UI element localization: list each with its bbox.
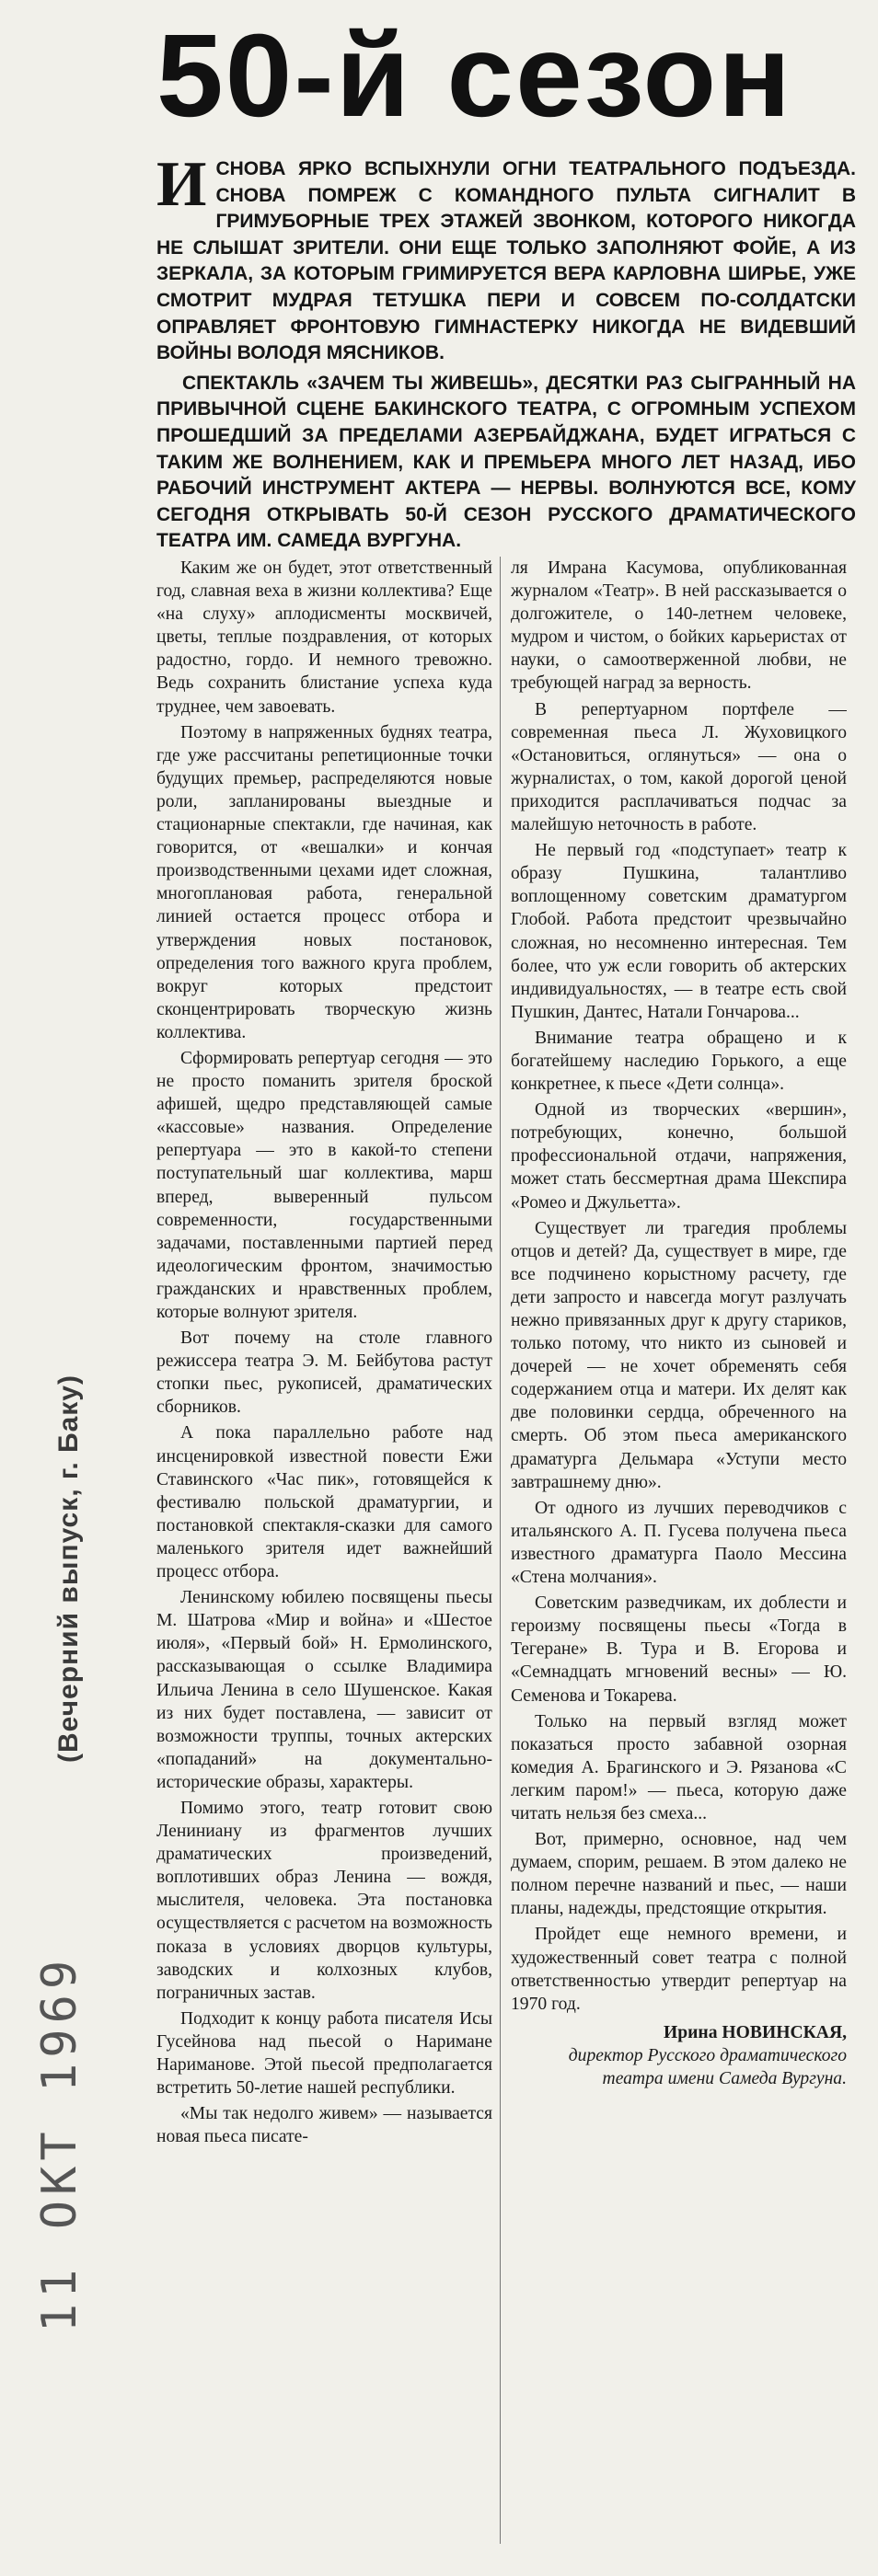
source-text: (Вечерний выпуск, г. Баку) [53,1374,84,1763]
lead-block [156,149,856,558]
body-paragraph: От одного из лучших переводчиков с итальянского А. П. Гусева получена пьеса известного драматурга Паоло Мессина «Стена молчания». [511,1498,847,1588]
article-body [129,557,878,2562]
body-paragraph: Пройдет еще немного времени, и художественный совет театра с полной ответственностью утвердит репертуар на 1970 год. [511,1925,847,2014]
body-paragraph: Не первый год «подступает» театр к образу Пушкина, талантливо воплощенному советским драматургом Глобой. Работа предстоит чрезвычайно сложная, но несомненно интересная. Тем более, что уж если говорить об актерских индивидуальностях, — в театре есть свой Пушкин, Дантес, Натали Гончарова... [511,841,847,1022]
author-title: директор Русского драматического театра имени Самеда Вургуна. [568,2045,847,2088]
signature [511,2021,847,2090]
body-paragraph: Сформировать репертуар сегодня — это не просто поманить зрителя броской афишей, щедро представляющей самые «кассовые» названия. Определение репертуара — это в какой-то степени поступательный шаг коллектива, марш вперед, выверенный пульсом современности, государственными задачами, поставленными партией перед идеологическим фронтом, значимостью гражданских и нравственных проблем, которые волнуют зрителя. [156,1048,492,1322]
right-column [511,557,847,2553]
lead-paragraph: СПЕКТАКЛЬ «ЗАЧЕМ ТЫ ЖИВЕШЬ», ДЕСЯТКИ РАЗ СЫГРАННЫЙ НА ПРИВЫЧНОЙ СЦЕНЕ БАКИНСКОГО ТЕАТРА, С ОГРОМНЫМ УСПЕХОМ ПРОШЕДШИЙ ЗА ПРЕДЕЛАМИ АЗЕРБАЙДЖАНА, БУДЕТ ИГРАТЬСЯ С ТАКИМ ЖЕ ВОЛНЕНИЕМ, КАК И ПРЕМЬЕРА МНОГО ЛЕТ НАЗАД, ИБО РАБОЧИЙ ИНСТРУМЕНТ АКТЕРА — НЕРВЫ. ВОЛНУЮТСЯ ВСЕ, КОМУ СЕГОДНЯ ОТКРЫВАТЬ 50-Й СЕЗОН РУССКОГО ДРАМАТИЧЕСКОГО ТЕАТРА ИМ. САМЕДА ВУРГУНА. [156,372,856,552]
body-paragraph: Подходит к концу работа писателя Исы Гусейнова над пьесой о Наримане Нариманове. Этой пьесой предполагается встретить 50-летие нашей республики. [156,2008,492,2099]
lead-paragraph [156,149,856,367]
drop-cap: И [156,149,207,220]
body-paragraph: «Мы так недолго живем» — называется новая пьеса писате- [156,2104,492,2147]
date-stamp [18,1954,101,2333]
date-text: 11 ОКТ 1969 [32,1954,87,2333]
lead-paragraph-text: СНОВА ЯРКО ВСПЫХНУЛИ ОГНИ ТЕАТРАЛЬНОГО ПОДЪЕЗДА. СНОВА ПОМРЕЖ С КОМАНДНОГО ПУЛЬТА СИГНАЛИТ В ГРИМУБОРНЫЕ ТРЕХ ЭТАЖЕЙ ЗВОНКОМ, КОТОРОГО НИКОГДА НЕ СЛЫШАТ ЗРИТЕЛИ. ОНИ ЕЩЕ ТОЛЬКО ЗАПОЛНЯЮТ ФОЙЕ, А ИЗ ЗЕРКАЛА, ЗА КОТОРЫМ ГРИМИРУЕТСЯ ВЕРА КАРЛОВНА ШИРЬЕ, УЖЕ СМОТРИТ МУДРАЯ ТЕТУШКА ПЕРИ И СОВСЕМ ПО-СОЛДАТСКИ ОПРАВЛЯЕТ ФРОНТОВУЮ ГИМНАСТЕРКУ НИКОГДА НЕ ВИДЕВШИЙ ВОЙНЫ ВОЛОДЯ МЯСНИКОВ. [156,158,856,364]
source-annotation [18,1374,120,1763]
column-divider [500,557,501,2544]
body-paragraph: Ленинскому юбилею посвящены пьесы М. Шатрова «Мир и война» и «Шестое июля», «Первый бой» Н. Ермолинского, рассказывающая о ссылке Владимира Ильича Ленина в село Шушенское. Какая из них будет поставлена, — зависит от возможности труппы, точных актерских «попаданий» на документально-исторические образы, характеры. [156,1588,492,1792]
body-paragraph: В репертуарном портфеле — современная пьеса Л. Жуховицкого «Остановиться, оглянуться» — она о журналистах, о том, какой дорогой ценой приходится расплачиваться подчас за малейшую неточность в работе. [511,699,847,835]
body-paragraph: Только на первый взгляд может показаться просто забавной озорная комедия А. Брагинского и Э. Рязанова «С легким паром!» — пьеса, которую даже читать нельзя без смеха... [511,1711,847,1823]
body-paragraph: Вот, примерно, основное, над чем думаем, спорим, решаем. В этом далеко не полном перечне названий и пьес, — наши планы, надежды, предстоящие открытия. [511,1830,847,1919]
left-column [156,557,492,2553]
body-paragraph: Вот почему на столе главного режиссера театра Э. М. Бейбутова растут стопки пьес, рукописей, драматических сборников. [156,1328,492,1418]
author-name: Ирина НОВИНСКАЯ, [664,2022,847,2042]
body-paragraph: Существует ли трагедия проблемы отцов и детей? Да, существует в мире, где все подчинено корыстному расчету, где дети запросто и навсегда могут разлучать нежно привязанных друг к другу стариков, только потому, что никто из сыновей и дочерей — не хочет обременять себя содержанием отца и матери. Их делят как две половинки сердца, обреченного на смерть. Об этом пьеса американского драматурга Дельмара «Уступи место завтрашнему дню». [511,1218,847,1492]
body-paragraph: Помимо этого, театр готовит свою Лениниану из фрагментов лучших драматических произведений, воплотивших образ Ленина — вождя, мыслителя, человека. Эта постановка осуществляется с расчетом на возможность показа в условиях дворцов культуры, заводских и колхозных клубов, пограничных застав. [156,1798,492,2003]
body-paragraph: А пока параллельно работе над инсценировкой известной повести Ежи Ставинского «Час пик», готовящейся к фестивалю польской драматургии, и постановкой спектакля-сказки для самого маленького зрителя идет важнейший процесс отбора. [156,1423,492,1582]
headline: 50-й сезон [156,10,793,142]
body-paragraph: Поэтому в напряженных буднях театра, где уже рассчитаны репетиционные точки будущих премьер, распределяются новые роли, запланированы выездные и стационарные спектакли, где начиная, как говорится, от «вешалки» и кончая производственными цехами идет сложная, многоплановая работа, генеральной линией остается процесс отбора и утверждения новых постановок, определения того важного круга проблем, вокруг которых предстоит сконцентрировать творческую жизнь коллектива. [156,722,492,1042]
newspaper-clipping [129,0,878,2576]
body-paragraph: ля Имрана Касумова, опубликованная журналом «Театр». В ней рассказывается о долгожителе, о 140-летнем человеке, мудром и чистом, о бойких карьеристах от науки, о самоотверженной любви, не требующей наград за верность. [511,558,847,694]
body-paragraph: Каким же он будет, этот ответственный год, славная веха в жизни коллектива? Еще «на слуху» аплодисменты москвичей, цветы, теплые поздравления, от которых радостно, гордо. И немного тревожно. Ведь сохранить блистание успеха куда труднее, чем завоевать. [156,558,492,717]
body-paragraph: Одной из творческих «вершин», потребующих, конечно, большой профессиональной отдачи, напряжения, может стать бессмертная драма Шекспира «Ромео и Джульетта». [511,1100,847,1213]
body-paragraph: Внимание театра обращено и к богатейшему наследию Горького, а еще конкретнее, к пьесе «Дети солнца». [511,1028,847,1095]
body-paragraph: Советским разведчикам, их доблести и героизму посвящены пьесы «Тогда в Тегеране» В. Тура и В. Егорова и «Семнадцать мгновений весны» — Ю. Семенова и Токарева. [511,1593,847,1706]
